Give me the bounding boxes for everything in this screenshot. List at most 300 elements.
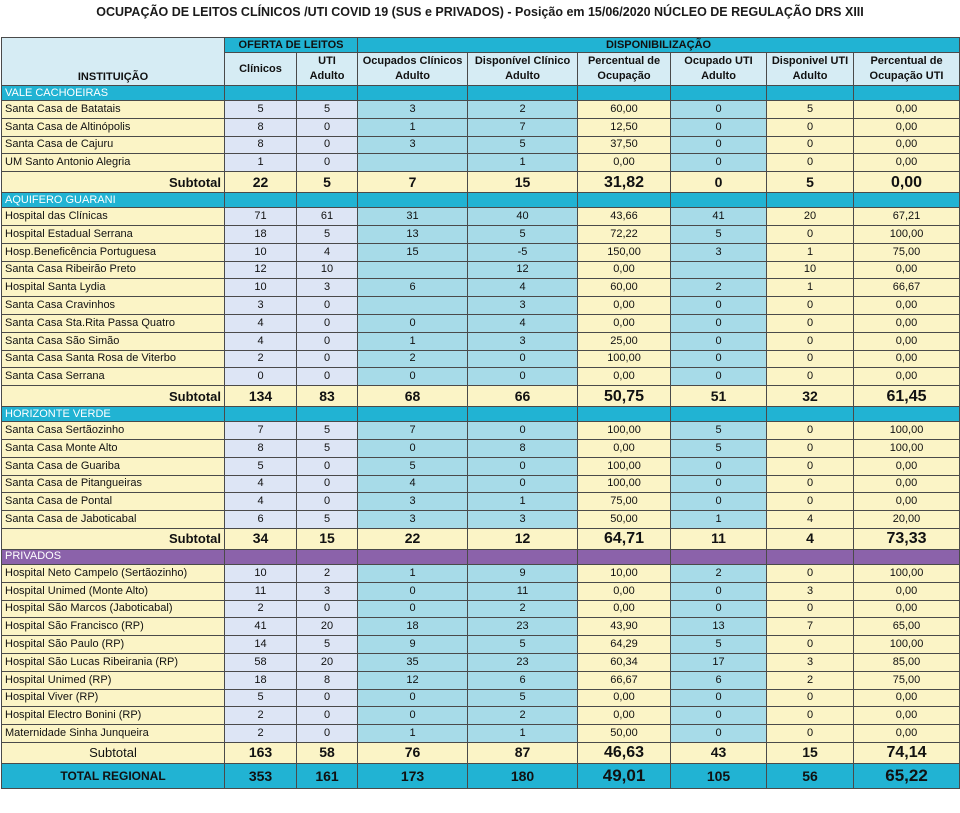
institution-name: Santa Casa de Cajuru	[2, 136, 225, 154]
table-cell: 43,90	[578, 618, 671, 636]
table-cell: 75,00	[854, 243, 960, 261]
subtotal-cell: 11	[671, 528, 767, 549]
table-cell: 43,66	[578, 208, 671, 226]
table-row	[2, 422, 960, 440]
header-blank-cell	[2, 38, 225, 53]
table-cell: 6	[468, 671, 578, 689]
table-cell: 75,00	[578, 493, 671, 511]
table-cell: 5	[671, 225, 767, 243]
table-cell: 10	[225, 243, 297, 261]
subtotal-label: Subtotal	[2, 528, 225, 549]
table-cell: 71	[225, 208, 297, 226]
table-cell: 5	[225, 101, 297, 119]
table-cell: 4	[468, 279, 578, 297]
table-cell: 4	[297, 243, 358, 261]
table-cell: 4	[225, 314, 297, 332]
table-cell: 4	[225, 475, 297, 493]
table-cell: 2	[225, 707, 297, 725]
table-cell: 100,00	[578, 457, 671, 475]
subtotal-row	[2, 528, 960, 549]
table-cell: 25,00	[578, 332, 671, 350]
region-filler-cell	[671, 86, 767, 101]
institution-name: Santa Casa Cravinhos	[2, 297, 225, 315]
table-cell: 3	[767, 582, 854, 600]
table-cell: 0,00	[854, 332, 960, 350]
table-cell: 3	[358, 101, 468, 119]
institution-name: Maternidade Sinha Junqueira	[2, 725, 225, 743]
col-header-ocupado-uti: Ocupado UTI Adulto	[671, 53, 767, 86]
table-cell: 0	[767, 493, 854, 511]
table-row	[2, 475, 960, 493]
table-cell: 0	[767, 368, 854, 386]
table-cell: 0	[671, 457, 767, 475]
table-cell: 64,29	[578, 636, 671, 654]
table-cell: 0	[297, 118, 358, 136]
table-cell: 10,00	[578, 564, 671, 582]
table-cell: 4	[225, 332, 297, 350]
table-cell: 0	[767, 725, 854, 743]
subtotal-cell: 51	[671, 386, 767, 407]
table-cell: 100,00	[578, 475, 671, 493]
table-cell: 1	[671, 511, 767, 529]
table-cell: 3	[358, 493, 468, 511]
table-cell: 3	[297, 279, 358, 297]
table-row	[2, 243, 960, 261]
table-cell: 23	[468, 618, 578, 636]
col-header-instituicao: INSTITUIÇÃO	[2, 53, 225, 86]
table-cell: 6	[358, 279, 468, 297]
table-cell: 0	[297, 457, 358, 475]
table-cell: 2	[671, 279, 767, 297]
subtotal-cell: 50,75	[578, 386, 671, 407]
region-filler-cell	[297, 193, 358, 208]
table-cell: 0	[767, 564, 854, 582]
table-cell: 0	[767, 689, 854, 707]
table-cell: 0	[225, 368, 297, 386]
table-cell: 0	[671, 493, 767, 511]
subtotal-cell: 22	[225, 172, 297, 193]
institution-name: Santa Casa Serrana	[2, 368, 225, 386]
table-cell: 0	[297, 368, 358, 386]
total-regional-row	[2, 763, 960, 788]
table-cell: 50,00	[578, 511, 671, 529]
table-cell: 7	[225, 422, 297, 440]
table-row	[2, 725, 960, 743]
table-cell: 0	[767, 457, 854, 475]
table-cell: 8	[297, 671, 358, 689]
col-header-ocupados-clinicos: Ocupados Clínicos Adulto	[358, 53, 468, 86]
table-cell: 0	[671, 689, 767, 707]
table-row	[2, 457, 960, 475]
table-cell	[671, 261, 767, 279]
total-cell: 105	[671, 763, 767, 788]
table-cell: 8	[225, 118, 297, 136]
table-cell: 4	[358, 475, 468, 493]
region-filler-cell	[671, 193, 767, 208]
table-cell: 0,00	[578, 154, 671, 172]
table-cell: 2	[225, 600, 297, 618]
table-cell: 13	[671, 618, 767, 636]
table-cell: 1	[468, 725, 578, 743]
table-cell: 10	[767, 261, 854, 279]
table-row	[2, 671, 960, 689]
subtotal-cell: 0,00	[854, 172, 960, 193]
table-cell: 0,00	[854, 493, 960, 511]
table-cell: 0,00	[578, 600, 671, 618]
table-cell: 0	[297, 297, 358, 315]
table-cell: 10	[297, 261, 358, 279]
table-cell: 66,67	[578, 671, 671, 689]
region-filler-cell	[297, 549, 358, 564]
institution-name: Santa Casa de Batatais	[2, 101, 225, 119]
table-cell: 0	[358, 600, 468, 618]
table-cell: 0	[671, 154, 767, 172]
total-cell: 180	[468, 763, 578, 788]
table-cell: 0,00	[854, 101, 960, 119]
region-header-row	[2, 549, 960, 564]
table-row	[2, 101, 960, 119]
table-cell: 3	[468, 511, 578, 529]
total-cell: 353	[225, 763, 297, 788]
table-cell: 85,00	[854, 653, 960, 671]
region-header-row	[2, 407, 960, 422]
table-cell: 67,21	[854, 208, 960, 226]
table-cell: 5	[671, 422, 767, 440]
table-cell: 0,00	[578, 368, 671, 386]
institution-name: Hospital Estadual Serrana	[2, 225, 225, 243]
table-cell: 5	[468, 136, 578, 154]
subtotal-cell: 134	[225, 386, 297, 407]
table-row	[2, 208, 960, 226]
total-label: TOTAL REGIONAL	[2, 763, 225, 788]
institution-name: Santa Casa Ribeirão Preto	[2, 261, 225, 279]
table-cell: 1	[468, 154, 578, 172]
subtotal-cell: 43	[671, 742, 767, 763]
subtotal-cell: 66	[468, 386, 578, 407]
page-title: OCUPAÇÃO DE LEITOS CLÍNICOS /UTI COVID 19 (SUS e PRIVADOS) - Posição em 15/06/2020 NÚCLEO DE REGULAÇÃO DRS XIII	[96, 5, 864, 19]
table-cell: 5	[297, 101, 358, 119]
table-cell: 0	[297, 136, 358, 154]
table-cell: 2	[671, 564, 767, 582]
header-group-oferta: OFERTA DE LEITOS	[225, 38, 358, 53]
table-cell: 0	[671, 725, 767, 743]
region-name: AQUIFERO GUARANI	[2, 193, 225, 208]
table-cell: 100,00	[854, 636, 960, 654]
table-cell: 23	[468, 653, 578, 671]
table-row	[2, 314, 960, 332]
table-cell: 6	[671, 671, 767, 689]
table-cell: 2	[297, 564, 358, 582]
table-cell: 3	[225, 297, 297, 315]
table-cell: 10	[225, 279, 297, 297]
region-filler-cell	[468, 549, 578, 564]
table-cell: 0	[297, 154, 358, 172]
subtotal-cell: 31,82	[578, 172, 671, 193]
table-cell: 0	[671, 707, 767, 725]
institution-name: Hospital Neto Campelo (Sertãozinho)	[2, 564, 225, 582]
table-cell: 17	[671, 653, 767, 671]
table-row	[2, 350, 960, 368]
table-cell: 18	[358, 618, 468, 636]
region-filler-cell	[468, 86, 578, 101]
region-filler-cell	[767, 86, 854, 101]
subtotal-cell: 68	[358, 386, 468, 407]
table-cell: 3	[468, 297, 578, 315]
table-cell: 1	[767, 243, 854, 261]
region-filler-cell	[225, 86, 297, 101]
table-cell	[358, 297, 468, 315]
table-cell: 0,00	[854, 600, 960, 618]
table-row	[2, 279, 960, 297]
institution-name: Hospital São Francisco (RP)	[2, 618, 225, 636]
table-cell: 75,00	[854, 671, 960, 689]
table-cell: 0	[767, 439, 854, 457]
table-cell: 0,00	[854, 368, 960, 386]
table-cell: 0	[358, 439, 468, 457]
table-row	[2, 136, 960, 154]
region-filler-cell	[671, 407, 767, 422]
table-cell: 8	[225, 439, 297, 457]
table-cell: 0,00	[854, 689, 960, 707]
table-cell: 7	[358, 422, 468, 440]
table-cell: 0	[358, 689, 468, 707]
region-filler-cell	[297, 86, 358, 101]
table-cell: 0	[297, 707, 358, 725]
subtotal-cell: 5	[767, 172, 854, 193]
table-cell: 20	[767, 208, 854, 226]
region-filler-cell	[358, 407, 468, 422]
table-cell: 18	[225, 225, 297, 243]
subtotal-cell: 61,45	[854, 386, 960, 407]
subtotal-cell: 7	[358, 172, 468, 193]
table-cell: 4	[767, 511, 854, 529]
subtotal-row	[2, 172, 960, 193]
table-cell: 60,00	[578, 101, 671, 119]
table-cell: 0,00	[854, 297, 960, 315]
institution-name: Santa Casa Monte Alto	[2, 439, 225, 457]
subtotal-cell: 15	[767, 742, 854, 763]
subtotal-cell: 64,71	[578, 528, 671, 549]
table-cell: 20	[297, 653, 358, 671]
table-cell: 3	[767, 653, 854, 671]
table-cell: 0	[671, 350, 767, 368]
region-filler-cell	[767, 407, 854, 422]
table-cell: 66,67	[854, 279, 960, 297]
table-body	[2, 86, 960, 789]
table-cell: 0,00	[854, 136, 960, 154]
table-cell: 2	[468, 600, 578, 618]
table-cell: 0,00	[854, 457, 960, 475]
table-cell: 2	[358, 350, 468, 368]
col-header-percentual-uti: Percentual de Ocupação UTI	[854, 53, 960, 86]
table-cell: 3	[358, 511, 468, 529]
subtotal-cell: 87	[468, 742, 578, 763]
institution-name: Santa Casa de Jaboticabal	[2, 511, 225, 529]
table-cell: 0,00	[578, 707, 671, 725]
table-cell: 0	[767, 332, 854, 350]
table-cell: 100,00	[854, 439, 960, 457]
table-cell: 12,50	[578, 118, 671, 136]
table-row	[2, 118, 960, 136]
table-cell: 35	[358, 653, 468, 671]
region-filler-cell	[468, 407, 578, 422]
table-cell: 150,00	[578, 243, 671, 261]
table-cell: 15	[358, 243, 468, 261]
subtotal-cell: 46,63	[578, 742, 671, 763]
table-cell: 31	[358, 208, 468, 226]
total-cell: 173	[358, 763, 468, 788]
subtotal-cell: 4	[767, 528, 854, 549]
table-cell: 20	[297, 618, 358, 636]
region-name: PRIVADOS	[2, 549, 225, 564]
institution-name: Santa Casa Sta.Rita Passa Quatro	[2, 314, 225, 332]
institution-name: Hospital das Clínicas	[2, 208, 225, 226]
region-filler-cell	[468, 193, 578, 208]
table-cell: 100,00	[854, 564, 960, 582]
table-row	[2, 564, 960, 582]
column-header-row	[2, 53, 960, 86]
subtotal-row	[2, 742, 960, 763]
institution-name: Hospital Santa Lydia	[2, 279, 225, 297]
table-cell: 9	[358, 636, 468, 654]
table-cell: 0	[358, 707, 468, 725]
table-cell: 11	[225, 582, 297, 600]
table-cell: 14	[225, 636, 297, 654]
table-cell: 50,00	[578, 725, 671, 743]
table-cell: 5	[225, 457, 297, 475]
table-cell: 0	[671, 332, 767, 350]
subtotal-cell: 22	[358, 528, 468, 549]
table-cell: 41	[671, 208, 767, 226]
table-row	[2, 368, 960, 386]
table-cell: 3	[358, 136, 468, 154]
subtotal-cell: 58	[297, 742, 358, 763]
table-cell: 0,00	[854, 261, 960, 279]
col-header-clinicos: Clínicos	[225, 53, 297, 86]
table-cell: 0	[468, 457, 578, 475]
region-filler-cell	[297, 407, 358, 422]
institution-name: Hospital Unimed (RP)	[2, 671, 225, 689]
occupancy-table	[1, 37, 960, 789]
table-cell: 12	[358, 671, 468, 689]
subtotal-cell: 12	[468, 528, 578, 549]
table-cell: 0,00	[854, 725, 960, 743]
table-cell: 5	[297, 422, 358, 440]
table-cell: 0	[468, 422, 578, 440]
table-cell: 0	[767, 297, 854, 315]
table-cell: 0	[671, 582, 767, 600]
table-cell: 5	[468, 225, 578, 243]
table-cell: 0,00	[578, 439, 671, 457]
institution-name: Santa Casa Santa Rosa de Viterbo	[2, 350, 225, 368]
region-filler-cell	[358, 193, 468, 208]
table-cell: 12	[225, 261, 297, 279]
table-cell	[358, 154, 468, 172]
table-cell: 1	[358, 725, 468, 743]
region-filler-cell	[767, 549, 854, 564]
table-cell: 0	[767, 600, 854, 618]
institution-name: Hospital São Paulo (RP)	[2, 636, 225, 654]
subtotal-cell: 73,33	[854, 528, 960, 549]
subtotal-cell: 83	[297, 386, 358, 407]
table-cell: 11	[468, 582, 578, 600]
table-cell: 2	[468, 707, 578, 725]
table-cell: 0	[297, 493, 358, 511]
subtotal-cell: 5	[297, 172, 358, 193]
region-filler-cell	[578, 86, 671, 101]
table-cell: 41	[225, 618, 297, 636]
table-cell: 72,22	[578, 225, 671, 243]
table-cell: 1	[358, 118, 468, 136]
table-cell: 0,00	[578, 582, 671, 600]
table-cell: 100,00	[854, 422, 960, 440]
table-cell: 58	[225, 653, 297, 671]
col-header-disponivel-clinico: Disponível Clínico Adulto	[468, 53, 578, 86]
table-row	[2, 297, 960, 315]
table-row	[2, 332, 960, 350]
table-cell: 3	[297, 582, 358, 600]
table-cell: 0	[671, 475, 767, 493]
table-cell: 5	[468, 689, 578, 707]
region-name: VALE CACHOEIRAS	[2, 86, 225, 101]
table-cell: 0	[468, 475, 578, 493]
table-cell: 3	[468, 332, 578, 350]
subtotal-label: Subtotal	[2, 386, 225, 407]
table-cell: 0,00	[854, 154, 960, 172]
table-cell: 0	[297, 475, 358, 493]
table-cell: 0	[297, 600, 358, 618]
table-cell: 0	[358, 582, 468, 600]
table-cell: 8	[225, 136, 297, 154]
table-cell: 7	[468, 118, 578, 136]
region-header-row	[2, 193, 960, 208]
table-cell: 0	[767, 350, 854, 368]
table-cell: 0	[297, 689, 358, 707]
institution-name: Hosp.Beneficência Portuguesa	[2, 243, 225, 261]
table-cell: 18	[225, 671, 297, 689]
institution-name: Santa Casa São Simão	[2, 332, 225, 350]
table-cell: 0	[671, 101, 767, 119]
region-filler-cell	[225, 407, 297, 422]
table-cell: 0	[767, 475, 854, 493]
table-cell: 0	[767, 422, 854, 440]
table-cell: 10	[225, 564, 297, 582]
subtotal-cell: 15	[468, 172, 578, 193]
table-cell: 0	[671, 136, 767, 154]
col-header-uti-adulto: UTI Adulto	[297, 53, 358, 86]
table-cell: 5	[358, 457, 468, 475]
table-cell: 0	[767, 225, 854, 243]
table-cell: 5	[297, 225, 358, 243]
table-row	[2, 439, 960, 457]
table-cell: 1	[358, 332, 468, 350]
table-cell: 37,50	[578, 136, 671, 154]
institution-name: Hospital São Lucas Ribeirania (RP)	[2, 653, 225, 671]
table-cell: 0	[767, 136, 854, 154]
institution-name: Santa Casa de Guariba	[2, 457, 225, 475]
col-header-percentual-ocupacao: Percentual de Ocupação	[578, 53, 671, 86]
table-cell: 0	[671, 118, 767, 136]
region-filler-cell	[225, 549, 297, 564]
table-cell: 13	[358, 225, 468, 243]
col-header-disponivel-uti: Disponivel UTI Adulto	[767, 53, 854, 86]
table-cell: 0	[358, 368, 468, 386]
table-cell: 5	[297, 511, 358, 529]
table-cell: 60,00	[578, 279, 671, 297]
region-header-row	[2, 86, 960, 101]
table-cell: 5	[671, 439, 767, 457]
table-cell: 0	[671, 297, 767, 315]
